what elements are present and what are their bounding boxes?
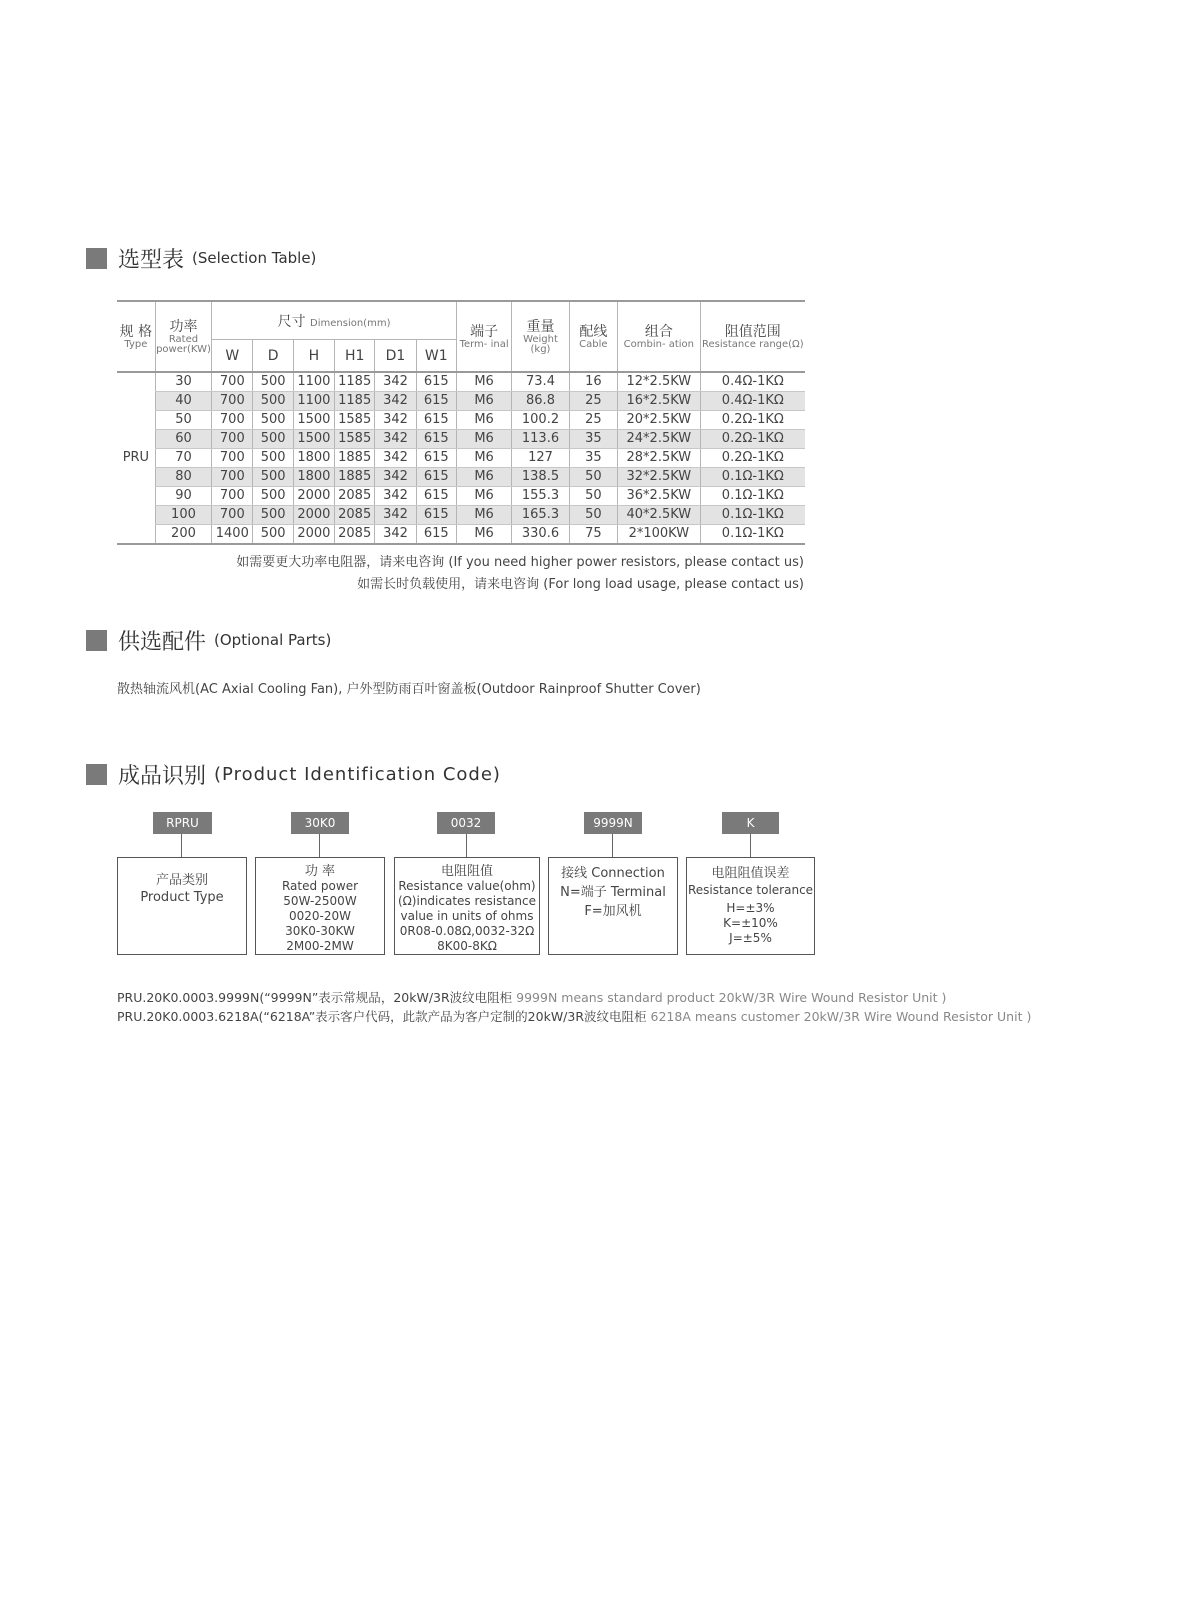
connector-line — [466, 834, 467, 857]
cell-d1: 342 — [375, 392, 416, 411]
cell-weight: 86.8 — [512, 392, 569, 411]
cell-d1: 342 — [375, 372, 416, 392]
cell-h1: 1185 — [335, 372, 375, 392]
cell-w: 700 — [212, 506, 253, 525]
table-row — [117, 372, 805, 392]
header-cable: 配线 Cable — [569, 301, 617, 372]
cell-resistance: 0.4Ω-1KΩ — [700, 392, 805, 411]
header-dim-h1: H1 — [335, 340, 375, 373]
cell-d: 500 — [253, 506, 293, 525]
header-resistance: 阻值范围 Resistance range(Ω) — [700, 301, 805, 372]
cell-h1: 1885 — [335, 468, 375, 487]
cell-cable: 25 — [569, 392, 617, 411]
cell-resistance: 0.1Ω-1KΩ — [700, 506, 805, 525]
cell-weight: 100.2 — [512, 411, 569, 430]
cell-terminal: M6 — [456, 430, 511, 449]
table-row — [117, 449, 805, 468]
cell-power: 200 — [155, 525, 211, 545]
table-row — [117, 525, 805, 545]
heading-square-icon — [86, 248, 107, 269]
cell-d: 500 — [253, 525, 293, 545]
connector-line — [750, 834, 751, 857]
cell-cable: 35 — [569, 430, 617, 449]
heading-en: (Optional Parts) — [214, 631, 332, 649]
cell-d1: 342 — [375, 468, 416, 487]
cell-cable: 50 — [569, 468, 617, 487]
cell-weight: 155.3 — [512, 487, 569, 506]
heading-square-icon — [86, 630, 107, 651]
cell-h: 2000 — [293, 487, 334, 506]
cell-power: 40 — [155, 392, 211, 411]
cell-weight: 165.3 — [512, 506, 569, 525]
cell-power: 70 — [155, 449, 211, 468]
cell-combination: 32*2.5KW — [618, 468, 701, 487]
cell-d1: 342 — [375, 430, 416, 449]
heading-zh: 供选配件 — [118, 629, 207, 655]
cell-h: 2000 — [293, 525, 334, 545]
header-type: 规 格 Type — [117, 301, 155, 372]
cell-power: 50 — [155, 411, 211, 430]
code-tag-type: RPRU — [153, 812, 212, 834]
cell-weight: 73.4 — [512, 372, 569, 392]
header-weight: 重量 Weight (kg) — [512, 301, 569, 372]
cell-terminal: M6 — [456, 506, 511, 525]
cell-cable: 16 — [569, 372, 617, 392]
cell-w1: 615 — [416, 525, 456, 545]
cell-resistance: 0.1Ω-1KΩ — [700, 525, 805, 545]
cell-weight: 138.5 — [512, 468, 569, 487]
heading-en: (Selection Table) — [192, 249, 317, 267]
cell-w1: 615 — [416, 468, 456, 487]
cell-resistance: 0.2Ω-1KΩ — [700, 430, 805, 449]
cell-d: 500 — [253, 411, 293, 430]
code-tag-tolerance: K — [722, 812, 779, 834]
heading-square-icon — [86, 764, 107, 785]
code-example-standard: PRU.20K0.0003.9999N(“9999N”表示常规品，20kW/3R波纹电阻柜 9999N means standard product 20kW/3R Wire Wound Resistor Unit ) — [117, 990, 947, 1005]
cell-combination: 16*2.5KW — [618, 392, 701, 411]
cell-h1: 2085 — [335, 487, 375, 506]
code-box-tolerance: 电阻阻值误差 Resistance tolerance H=±3% K=±10% J=±5% — [686, 857, 815, 955]
cell-d: 500 — [253, 449, 293, 468]
code-example-customer: PRU.20K0.0003.6218A(“6218A”表示客户代码，此款产品为客户定制的20kW/3R波纹电阻柜 6218A means customer 20kW/3R Wire Wound Resistor Unit ) — [117, 1009, 1032, 1024]
cell-terminal: M6 — [456, 392, 511, 411]
cell-h: 1800 — [293, 449, 334, 468]
cell-resistance: 0.4Ω-1KΩ — [700, 372, 805, 392]
cell-h: 1500 — [293, 430, 334, 449]
cell-d1: 342 — [375, 525, 416, 545]
cell-w1: 615 — [416, 449, 456, 468]
cell-h1: 2085 — [335, 525, 375, 545]
cell-resistance: 0.1Ω-1KΩ — [700, 468, 805, 487]
cell-weight: 330.6 — [512, 525, 569, 545]
section-heading-product-code — [86, 761, 501, 787]
cell-h1: 1585 — [335, 411, 375, 430]
connector-line — [181, 834, 182, 857]
cell-d: 500 — [253, 487, 293, 506]
cell-combination: 12*2.5KW — [618, 372, 701, 392]
heading-zh: 成品识别 — [118, 763, 207, 789]
code-box-connection: 接线 Connection N=端子 Terminal F=加风机 — [548, 857, 678, 955]
cell-w1: 615 — [416, 372, 456, 392]
table-row — [117, 430, 805, 449]
table-row — [117, 487, 805, 506]
cell-cable: 50 — [569, 506, 617, 525]
section-heading-selection-table — [86, 245, 316, 271]
cell-w: 700 — [212, 430, 253, 449]
cell-w1: 615 — [416, 411, 456, 430]
cell-terminal: M6 — [456, 411, 511, 430]
cell-w: 700 — [212, 487, 253, 506]
header-power: 功率 Rated power(KW) — [155, 301, 211, 372]
header-dim-w1: W1 — [416, 340, 456, 373]
cell-h1: 1885 — [335, 449, 375, 468]
cell-weight: 113.6 — [512, 430, 569, 449]
cell-d1: 342 — [375, 411, 416, 430]
cell-w: 700 — [212, 372, 253, 392]
cell-combination: 20*2.5KW — [618, 411, 701, 430]
cell-d: 500 — [253, 468, 293, 487]
cell-combination: 24*2.5KW — [618, 430, 701, 449]
cell-power: 100 — [155, 506, 211, 525]
cell-combination: 36*2.5KW — [618, 487, 701, 506]
header-dim-d: D — [253, 340, 293, 373]
cell-terminal: M6 — [456, 468, 511, 487]
cell-d: 500 — [253, 372, 293, 392]
cell-w1: 615 — [416, 430, 456, 449]
cell-w: 700 — [212, 468, 253, 487]
heading-en: (Product Identification Code) — [214, 763, 501, 785]
cell-w: 700 — [212, 392, 253, 411]
header-dim-w: W — [212, 340, 253, 373]
cell-cable: 75 — [569, 525, 617, 545]
cell-w: 1400 — [212, 525, 253, 545]
cell-h: 1800 — [293, 468, 334, 487]
cell-weight: 127 — [512, 449, 569, 468]
cell-resistance: 0.1Ω-1KΩ — [700, 487, 805, 506]
cell-power: 30 — [155, 372, 211, 392]
header-combination: 组合 Combin- ation — [618, 301, 701, 372]
table-note-higher-power: 如需要更大功率电阻器，请来电咨询 (If you need higher power resistors, please contact us) — [236, 555, 804, 570]
cell-h1: 2085 — [335, 506, 375, 525]
cell-w1: 615 — [416, 487, 456, 506]
cell-w: 700 — [212, 411, 253, 430]
section-heading-optional-parts — [86, 627, 331, 653]
cell-power: 80 — [155, 468, 211, 487]
selection-table — [117, 300, 805, 545]
cell-terminal: M6 — [456, 525, 511, 545]
cell-power: 60 — [155, 430, 211, 449]
cell-d1: 342 — [375, 449, 416, 468]
table-row — [117, 506, 805, 525]
cell-d1: 342 — [375, 487, 416, 506]
cell-combination: 40*2.5KW — [618, 506, 701, 525]
cell-h: 1100 — [293, 372, 334, 392]
table-row — [117, 411, 805, 430]
cell-d1: 342 — [375, 506, 416, 525]
code-box-product-type: 产品类别 Product Type — [117, 857, 247, 955]
table-note-long-load: 如需长时负载使用，请来电咨询 (For long load usage, please contact us) — [357, 577, 804, 592]
cell-w: 700 — [212, 449, 253, 468]
code-tag-power: 30K0 — [291, 812, 349, 834]
cell-cable: 25 — [569, 411, 617, 430]
cell-h: 1100 — [293, 392, 334, 411]
cell-resistance: 0.2Ω-1KΩ — [700, 411, 805, 430]
cell-d: 500 — [253, 392, 293, 411]
cell-w1: 615 — [416, 506, 456, 525]
header-dim-d1: D1 — [375, 340, 416, 373]
cell-combination: 28*2.5KW — [618, 449, 701, 468]
code-box-rated-power: 功 率 Rated power 50W-2500W 0020-20W 30K0-30KW 2M00-2MW — [255, 857, 385, 955]
table-row — [117, 392, 805, 411]
cell-cable: 50 — [569, 487, 617, 506]
code-tag-connection: 9999N — [584, 812, 642, 834]
type-cell: PRU — [117, 372, 155, 544]
cell-combination: 2*100KW — [618, 525, 701, 545]
cell-d: 500 — [253, 430, 293, 449]
header-dim-h: H — [293, 340, 334, 373]
code-box-resistance-value: 电阻阻值 Resistance value(ohm) (Ω)indicates resistance value in units of ohms 0R08-0.08Ω,0032-32Ω 8K00-8KΩ — [394, 857, 540, 955]
cell-resistance: 0.2Ω-1KΩ — [700, 449, 805, 468]
heading-zh: 选型表 — [118, 247, 185, 273]
cell-cable: 35 — [569, 449, 617, 468]
cell-w1: 615 — [416, 392, 456, 411]
optional-parts-text: 散热轴流风机(AC Axial Cooling Fan), 户外型防雨百叶窗盖板(Outdoor Rainproof Shutter Cover) — [117, 682, 701, 697]
code-tag-resistance: 0032 — [437, 812, 495, 834]
connector-line — [319, 834, 320, 857]
cell-terminal: M6 — [456, 372, 511, 392]
cell-terminal: M6 — [456, 487, 511, 506]
cell-h: 2000 — [293, 506, 334, 525]
header-terminal: 端子 Term- inal — [456, 301, 511, 372]
cell-h1: 1185 — [335, 392, 375, 411]
cell-h1: 1585 — [335, 430, 375, 449]
connector-line — [612, 834, 613, 857]
header-dimension: 尺寸 Dimension(mm) — [212, 301, 457, 340]
cell-h: 1500 — [293, 411, 334, 430]
table-row — [117, 468, 805, 487]
cell-power: 90 — [155, 487, 211, 506]
cell-terminal: M6 — [456, 449, 511, 468]
